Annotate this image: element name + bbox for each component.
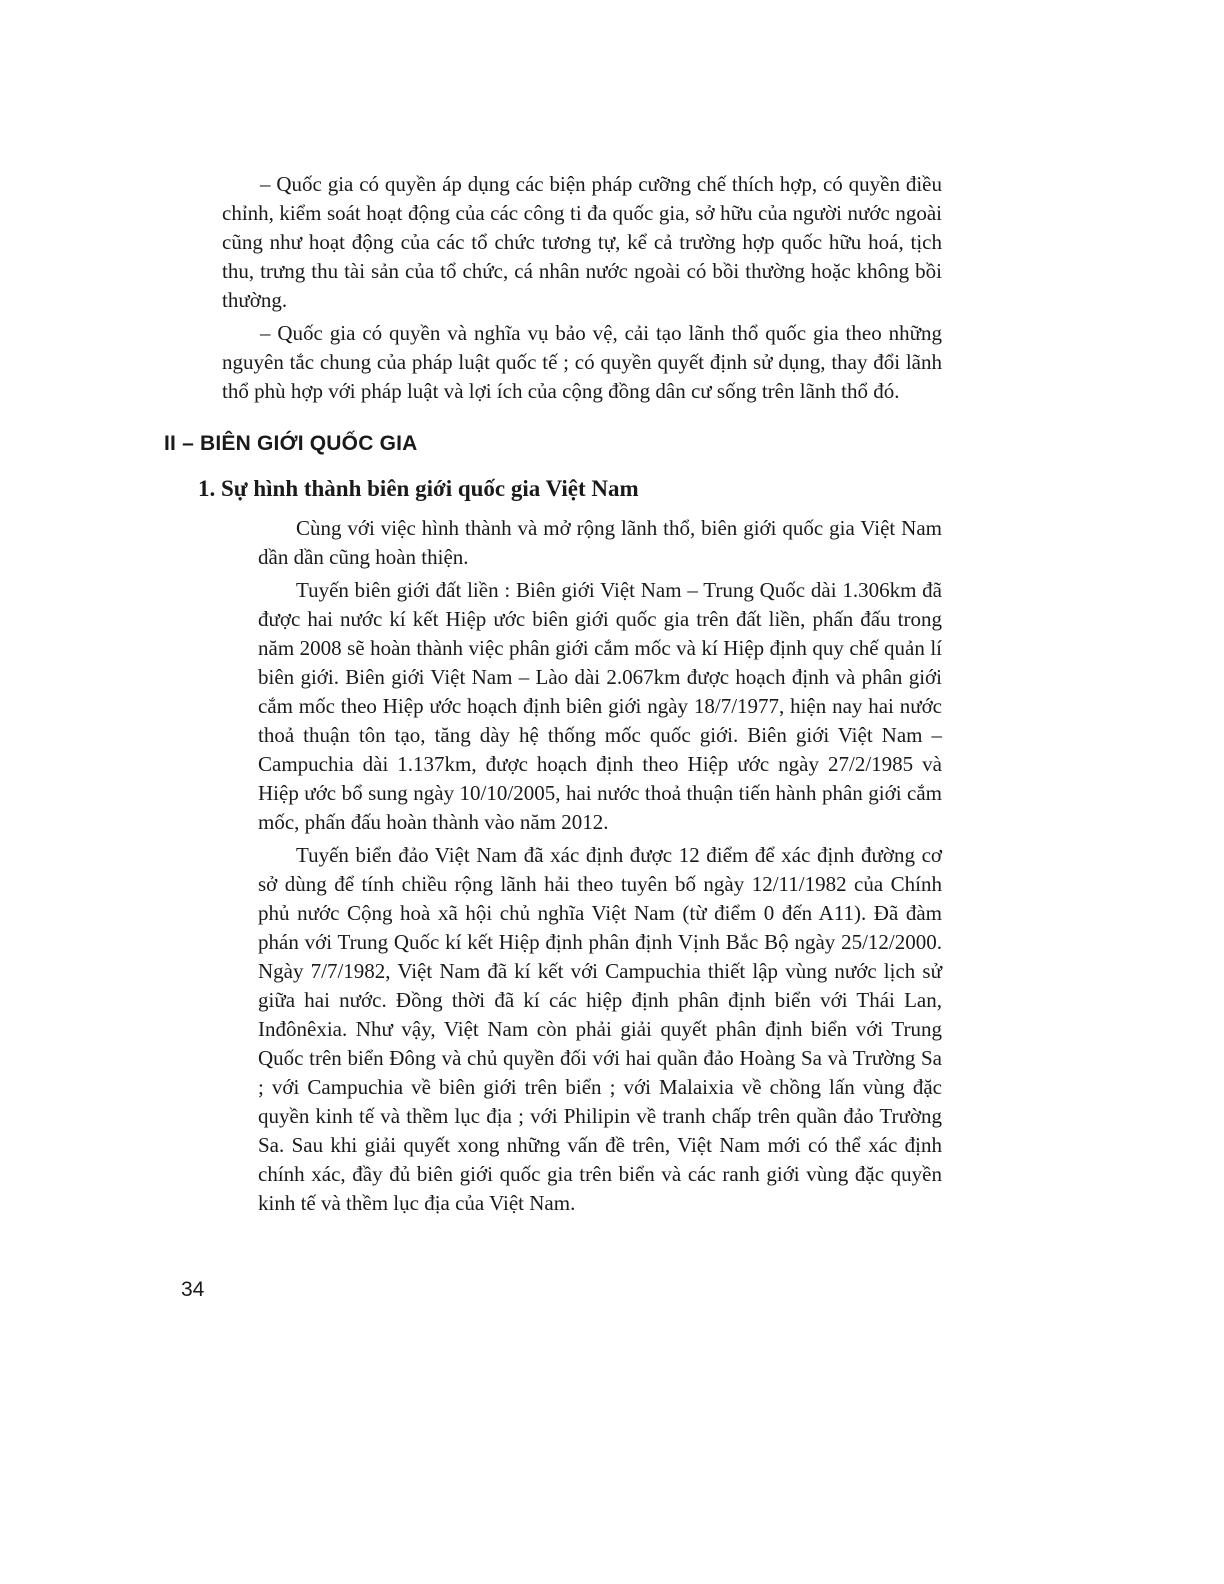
paragraph-sea-border: Tuyến biển đảo Việt Nam đã xác định được 12 điểm để xác định đường cơ sở dùng để tính chiều rộng lãnh hải theo tuyên bố ngày 12/11/1982 của Chính phủ nước Cộng hoà xã hội chủ nghĩa Việt Nam (từ điểm 0 đến A11). Đã đàm phán với Trung Quốc kí kết Hiệp định phân định Vịnh Bắc Bộ ngày 25/12/2000. Ngày 7/7/1982, Việt Nam đã kí kết với Campuchia thiết lập vùng nước lịch sử giữa hai nước. Đồng thời đã kí các hiệp định phân định biển với Thái Lan, Inđônêxia. Như vậy, Việt Nam còn phải giải quyết phân định biển với Trung Quốc trên biển Đông và chủ quyền đối với hai quần đảo Hoàng Sa và Trường Sa ; với Campuchia về biên giới trên biển ; với Malaixia về chồng lấn vùng đặc quyền kinh tế và thềm lục địa ; với Philipin về tranh chấp trên quần đảo Trường Sa. Sau khi giải quyết xong những vấn đề trên, Việt Nam mới có thể xác định chính xác, đầy đủ biên giới quốc gia trên biển và các ranh giới vùng đặc quyền kinh tế và thềm lục địa của Việt Nam.: [258, 843, 942, 1215]
paragraph-territory-protection: – Quốc gia có quyền và nghĩa vụ bảo vệ, cải tạo lãnh thổ quốc gia theo những nguyên tắc chung của pháp luật quốc tế ; có quyền quyết định sử dụng, thay đổi lãnh thổ phù hợp với pháp luật và lợi ích của cộng đồng dân cư sống trên lãnh thổ đó.: [222, 321, 942, 403]
paragraph-coercive-measures: – Quốc gia có quyền áp dụng các biện pháp cưỡng chế thích hợp, có quyền điều chỉnh, kiểm soát hoạt động của các công ti đa quốc gia, sở hữu của người nước ngoài cũng như hoạt động của các tổ chức tương tự, kể cả trường hợp quốc hữu hoá, tịch thu, trưng thu tài sản của tổ chức, cá nhân nước ngoài có bồi thường hoặc không bồi thường.: [222, 172, 942, 312]
paragraph-border-formation: Cùng với việc hình thành và mở rộng lãnh thổ, biên giới quốc gia Việt Nam dần dần cũng hoàn thiện.: [258, 516, 942, 569]
section-heading: II – BIÊN GIỚI QUỐC GIA: [164, 432, 418, 455]
page-number: 34: [181, 1278, 205, 1301]
sub-heading: 1. Sự hình thành biên giới quốc gia Việt Nam: [198, 476, 639, 501]
page-body: [164, 170, 942, 1222]
paragraph-land-border: Tuyến biên giới đất liền : Biên giới Việt Nam – Trung Quốc dài 1.306km đã được hai nước kí kết Hiệp ước biên giới quốc gia trên đất liền, phấn đấu trong năm 2008 sẽ hoàn thành việc phân giới cắm mốc và kí Hiệp định quy chế quản lí biên giới. Biên giới Việt Nam – Lào dài 2.067km được hoạch định và phân giới cắm mốc theo Hiệp ước hoạch định biên giới ngày 18/7/1977, hiện nay hai nước thoả thuận tôn tạo, tăng dày hệ thống mốc quốc giới. Biên giới Việt Nam – Campuchia dài 1.137km, được hoạch định theo Hiệp ước ngày 27/2/1985 và Hiệp ước bổ sung ngày 10/10/2005, hai nước thoả thuận tiến hành phân giới cắm mốc, phấn đấu hoàn thành vào năm 2012.: [258, 578, 942, 834]
